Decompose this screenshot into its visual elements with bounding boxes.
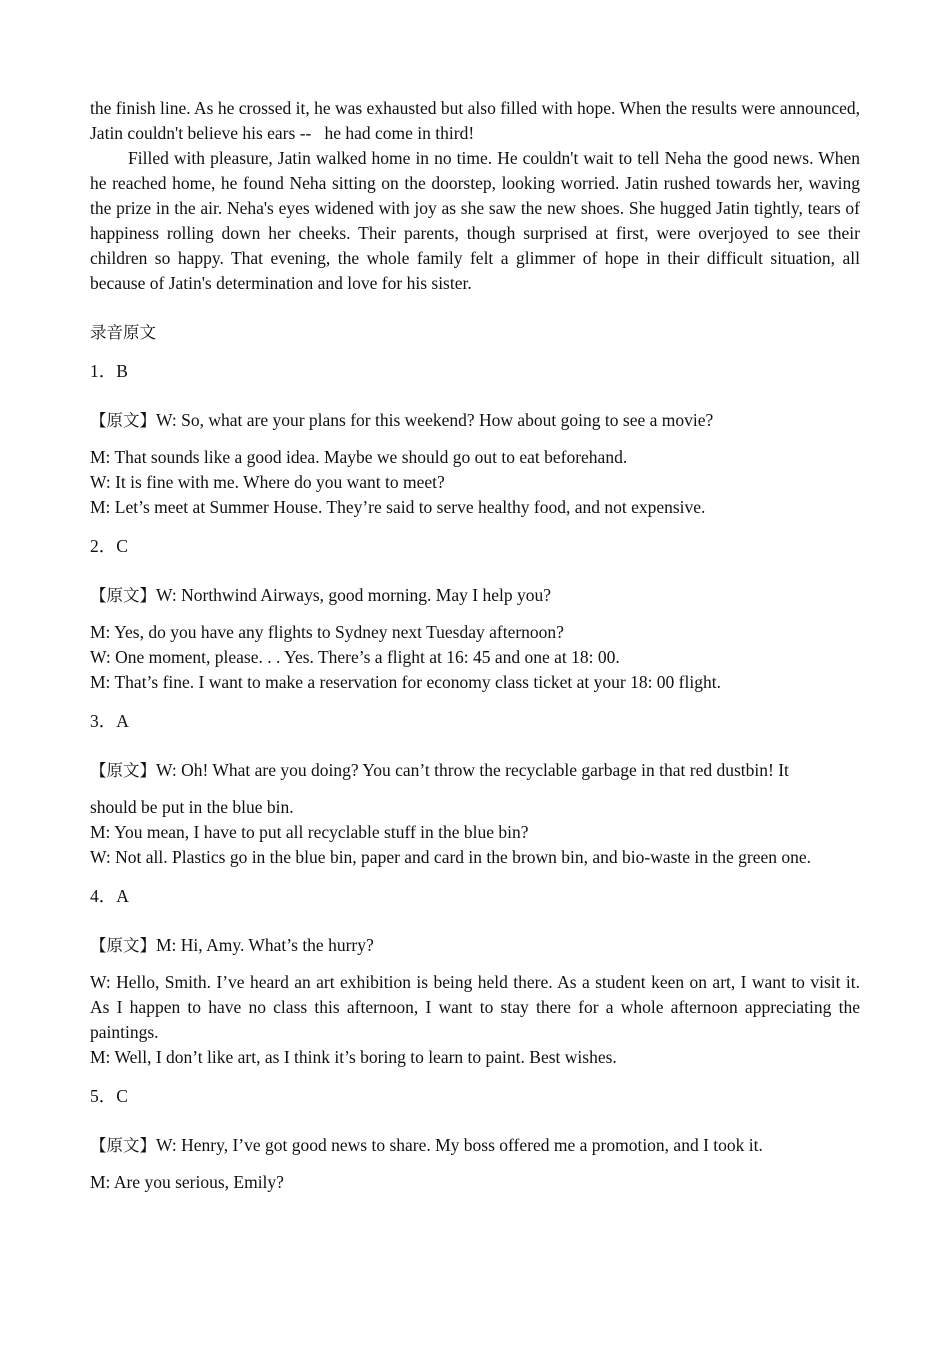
transcript-text: W: So, what are your plans for this weekend? How about going to see a movie?	[156, 410, 714, 430]
story-paragraph-2: Filled with pleasure, Jatin walked home in no time. He couldn't wait to tell Neha the good news. When he reached home, he found Neha sitting on the doorstep, looking worried. Jatin rushed towards her, waving the prize in the air. Neha's eyes widened with joy as she saw the new shoes. She hugged Jatin tightly, tears of happiness rolling down her cheeks. Their parents, though surprised at first, were overjoyed to see their children so happy. That evening, the whole family felt a glimmer of hope in their difficult situation, all because of Jatin's determination and love for his sister.	[90, 148, 860, 293]
answer-number: 3．A	[90, 711, 129, 731]
transcript-line: W: One moment, please. . . Yes. There’s a flight at 16: 45 and one at 18: 00.	[90, 647, 620, 667]
answer-number: 5．C	[90, 1086, 128, 1106]
transcript-line: should be put in the blue bin.	[90, 797, 294, 817]
transcript-text: M: Hi, Amy. What’s the hurry?	[156, 935, 374, 955]
transcript-first-line	[90, 408, 860, 433]
section-heading: 录音原文	[90, 323, 156, 342]
transcript-text: W: Henry, I’ve got good news to share. My boss offered me a promotion, and I took it.	[156, 1135, 763, 1155]
transcript-line: M: You mean, I have to put all recyclable stuff in the blue bin?	[90, 822, 529, 842]
transcript-line: M: Are you serious, Emily?	[90, 1172, 284, 1192]
transcript-line: M: Let’s meet at Summer House. They’re said to serve healthy food, and not expensive.	[90, 497, 706, 517]
transcript-first-line	[90, 933, 860, 958]
transcript-line: M: Well, I don’t like art, as I think it’s boring to learn to paint. Best wishes.	[90, 1047, 617, 1067]
transcript-tag: 【原文】	[90, 936, 156, 955]
transcript-line: W: Hello, Smith. I’ve heard an art exhibition is being held there. As a student keen on art, I want to visit it. As I happen to have no class this afternoon, I want to stay there for a whole afternoon appreciating the paintings.	[90, 972, 860, 1042]
transcript-first-line	[90, 758, 860, 783]
answer-number: 4．A	[90, 886, 129, 906]
transcript-line: W: It is fine with me. Where do you want to meet?	[90, 472, 445, 492]
transcript-text: W: Northwind Airways, good morning. May I help you?	[156, 585, 551, 605]
transcript-text: W: Oh! What are you doing? You can’t throw the recyclable garbage in that red dustbin! It	[156, 760, 789, 780]
transcript-tag: 【原文】	[90, 411, 156, 430]
story-paragraph-1: the finish line. As he crossed it, he was exhausted but also filled with hope. When the results were announced, Jatin couldn't believe his ears -- he had come in third!	[90, 98, 860, 143]
transcript-first-line	[90, 583, 860, 608]
transcript-line: W: Not all. Plastics go in the blue bin, paper and card in the brown bin, and bio-waste in the green one.	[90, 847, 812, 867]
transcript-tag: 【原文】	[90, 1136, 156, 1155]
transcript-line: M: Yes, do you have any flights to Sydney next Tuesday afternoon?	[90, 622, 564, 642]
document-page	[90, 96, 860, 1195]
answer-number: 1．B	[90, 361, 128, 381]
transcript-tag: 【原文】	[90, 586, 156, 605]
transcript-first-line	[90, 1133, 860, 1158]
transcript-line: M: That’s fine. I want to make a reservation for economy class ticket at your 18: 00 flight.	[90, 672, 721, 692]
transcript-tag: 【原文】	[90, 761, 156, 780]
transcript-line: M: That sounds like a good idea. Maybe we should go out to eat beforehand.	[90, 447, 628, 467]
answer-number: 2．C	[90, 536, 128, 556]
